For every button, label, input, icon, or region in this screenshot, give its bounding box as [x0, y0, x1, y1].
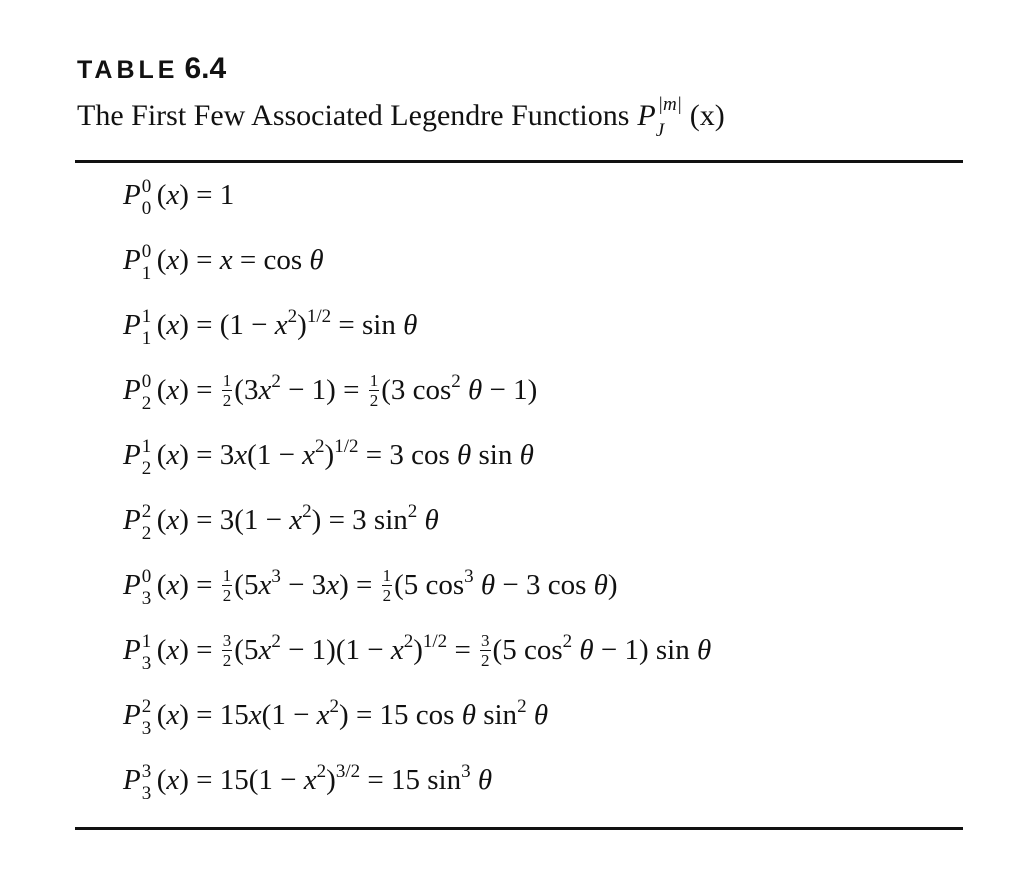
equation-row: P 2 2 $(x) = 3(1 - x^2) = 3$ $\sin^2 \theta$	[123, 501, 439, 544]
equation-row: P 0 2 (x) = $\frac{1}{2}$ $(3x^2 - 1)$ = $\frac{1}{2}$ (3 $\cos^2 \theta - 1$)	[123, 370, 538, 414]
equation-row: P 0 0 (x) = 1	[123, 176, 235, 219]
bottom-rule	[75, 827, 963, 830]
caption-symbol: P |m| J (x)	[637, 94, 725, 141]
table-number: 6.4	[184, 52, 227, 85]
caption-text: The First Few Associated Legendre Functions	[77, 99, 630, 132]
equation-row: P 0 3 (x) = $\frac{1}{2}$ $(5x^3 - 3x)$ = $\frac{1}{2}$ (5 $\cos^3 \theta - 3$ cos θ)	[123, 565, 618, 609]
equation-row: P 3 3 $(x) = 15(1 - x^2)^{3/2} = 15$ $\sin^3 \theta$	[123, 761, 493, 804]
equation-row: P 1 2 $(x) = 3x(1 - x^2)^{1/2} = 3$ cos θ sin θ	[123, 436, 534, 479]
equation-row: P 0 1 (x) = x = cos θ	[123, 241, 324, 284]
equation-row: P 1 1 $(x) = (1 - x^2)^{1/2} = \sin \theta$	[123, 306, 418, 349]
equation-row: P 1 3 (x) = $\frac{3}{2}$ $(5x^2 - 1)(1 - x^2)^{1/2}$ = $\frac{3}{2}$ (5 $\cos^2 \theta - 1$) sin θ	[123, 630, 712, 674]
equation-row: P 2 3 $(x) = 15x(1 - x^2) = 15$ cos θ $\sin^2 \theta$	[123, 696, 549, 739]
table-word: TABLE	[77, 56, 179, 84]
table-label	[77, 54, 226, 84]
top-rule	[75, 160, 963, 163]
table-caption	[77, 94, 725, 141]
